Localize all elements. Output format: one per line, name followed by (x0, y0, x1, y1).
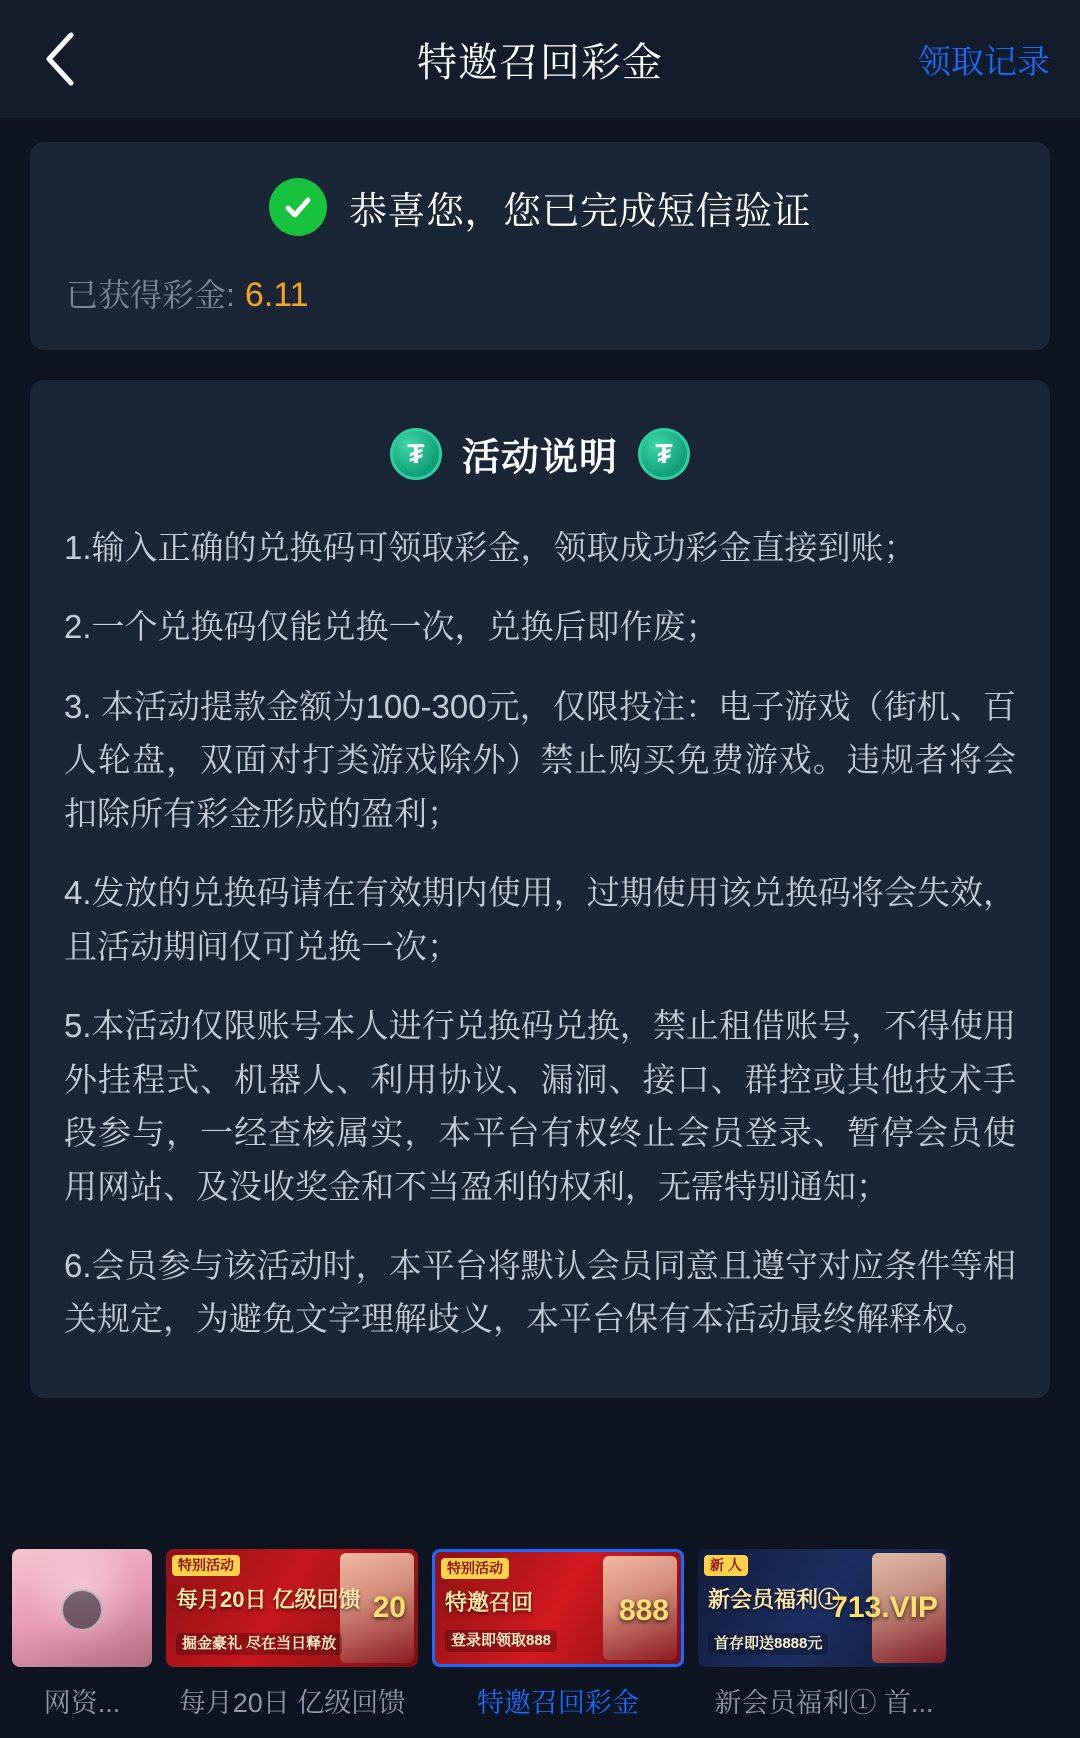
promo-banner-strip (0, 1535, 1080, 1738)
rule-item: 5.本活动仅限账号本人进行兑换码兑换，禁止租借账号，不得使用外挂程式、机器人、利用协议、漏洞、接口、群控或其他技术手段参与，一经查核属实，本平台有权终止会员登录、暂停会员使用网站、及没收奖金和不当盈利的权利，无需特别通知； (64, 1007, 1016, 1205)
rule-item: 4.发放的兑换码请在有效期内使用，过期使用该兑换码将会失效，且活动期间仅可兑换一次； (64, 874, 1016, 965)
promo-tag: 新 人 (704, 1555, 748, 1576)
promo-headline: 新会员福利① (708, 1587, 841, 1612)
page-content (0, 118, 1080, 1535)
rules-title: 活动说明 (461, 437, 618, 479)
promo-headline: 每月20日 亿级回馈 (176, 1587, 361, 1612)
promo-banner-row (0, 1549, 1080, 1720)
token-coin-icon: ₮ (638, 428, 690, 480)
rules-title-row (64, 426, 1016, 481)
rule-item: 2.一个兑换码仅能兑换一次，兑换后即作废； (64, 608, 719, 646)
promo-highlight: 713.VIP (831, 1591, 938, 1624)
promo-banner-item-active[interactable] (432, 1549, 684, 1720)
rule-item: 6.会员参与该活动时，本平台将默认会员同意且遵守对应条件等相关规定，为避免文字理解歧义，本平台保有本活动最终解释权。 (64, 1246, 1016, 1338)
claim-records-link[interactable]: 领取记录 (918, 42, 1050, 80)
promo-banner-label: 每月20日 亿级回馈 (178, 1688, 406, 1718)
promo-subline: 登录即领取888 (445, 1630, 557, 1652)
awarded-amount-label: 已获得彩金: (66, 277, 235, 313)
promo-headline: 特邀召回 (445, 1590, 534, 1615)
promo-thumbnail (432, 1549, 684, 1667)
rule-item: 1.输入正确的兑换码可领取彩金，领取成功彩金直接到账； (64, 529, 917, 566)
success-message-row (66, 178, 1014, 236)
promo-thumbnail (166, 1549, 418, 1667)
back-button[interactable] (30, 29, 90, 89)
promo-banner-label: 网资... (43, 1688, 121, 1718)
token-coin-icon: ₮ (390, 428, 442, 480)
check-circle-icon (269, 178, 327, 236)
promo-subline: 首存即送8888元 (708, 1633, 828, 1655)
page-title: 特邀召回彩金 (417, 40, 663, 85)
promo-banner-item[interactable] (698, 1549, 950, 1720)
promo-banner-label: 特邀召回彩金 (477, 1688, 639, 1718)
success-message: 恭喜您，您已完成短信验证 (348, 190, 811, 233)
promo-chip-icon (61, 1589, 103, 1631)
promo-highlight: 20 (372, 1591, 406, 1624)
promo-banner-item[interactable] (12, 1549, 152, 1720)
awarded-amount-row (66, 270, 1014, 316)
awarded-amount-value: 6.11 (244, 276, 309, 314)
promo-tag: 特别活动 (441, 1558, 509, 1579)
page-header (0, 0, 1080, 118)
verification-success-card (30, 142, 1050, 350)
activity-rules-card (30, 380, 1050, 1398)
promo-thumbnail (12, 1549, 152, 1667)
promo-subline: 掘金豪礼 尽在当日释放 (176, 1633, 342, 1655)
promo-highlight: 888 (618, 1594, 669, 1627)
promo-banner-label: 新会员福利① 首... (714, 1688, 934, 1718)
promo-banner-item[interactable] (166, 1549, 418, 1720)
promo-thumbnail (698, 1549, 950, 1667)
chevron-left-icon (43, 31, 77, 87)
rule-item: 3. 本活动提款金额为100-300元，仅限投注：电子游戏（街机、百人轮盘，双面对打类游戏除外）禁止购买免费游戏。违规者将会扣除所有彩金形成的盈利； (64, 687, 1016, 832)
promo-tag: 特别活动 (172, 1555, 240, 1576)
